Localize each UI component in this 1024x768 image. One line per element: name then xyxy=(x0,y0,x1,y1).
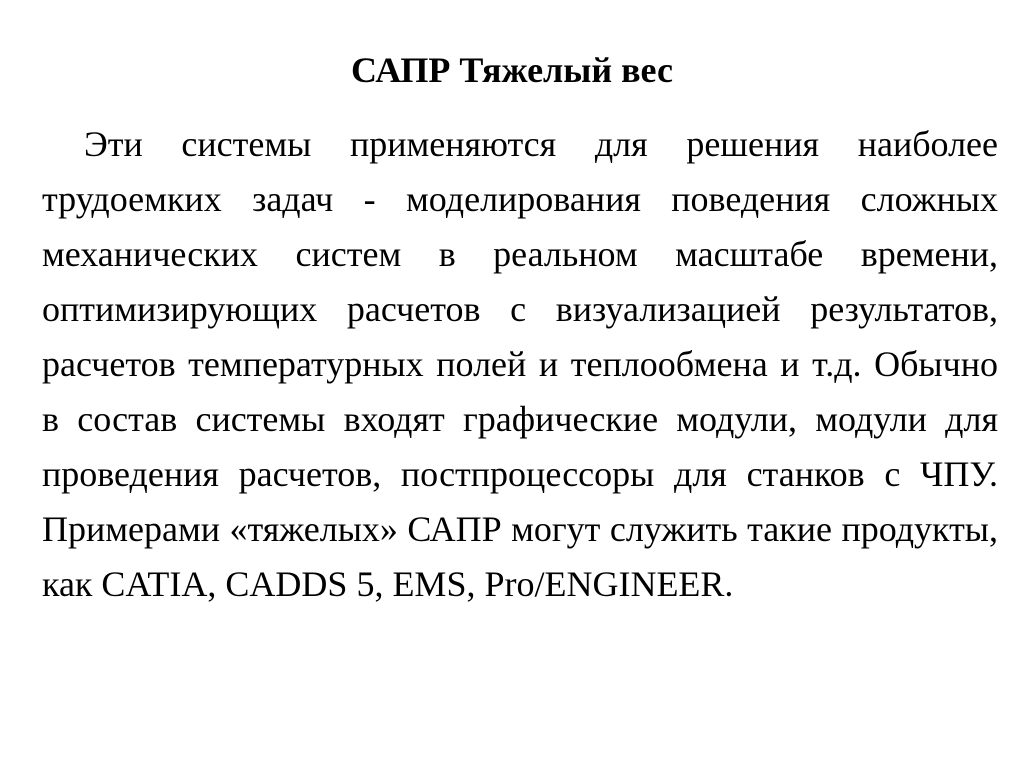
slide-title: САПР Тяжелый вес xyxy=(351,50,673,90)
body-paragraph: Эти системы применяются для решения наиболее трудоемких задач - моделирования поведения сложных механических систем в реальном масштабе времени, оптимизирующих расчетов с визуализацией результатов, расчетов температурных полей и теплообмена и т.д. Обычно в состав системы входят графические модули, модули для проведения расчетов, постпроцессоры для станков с ЧПУ. Примерами «тяжелых» САПР могут служить такие продукты, как CATIA, CADDS 5, EMS, Pro/ENGINEER. xyxy=(42,124,998,604)
